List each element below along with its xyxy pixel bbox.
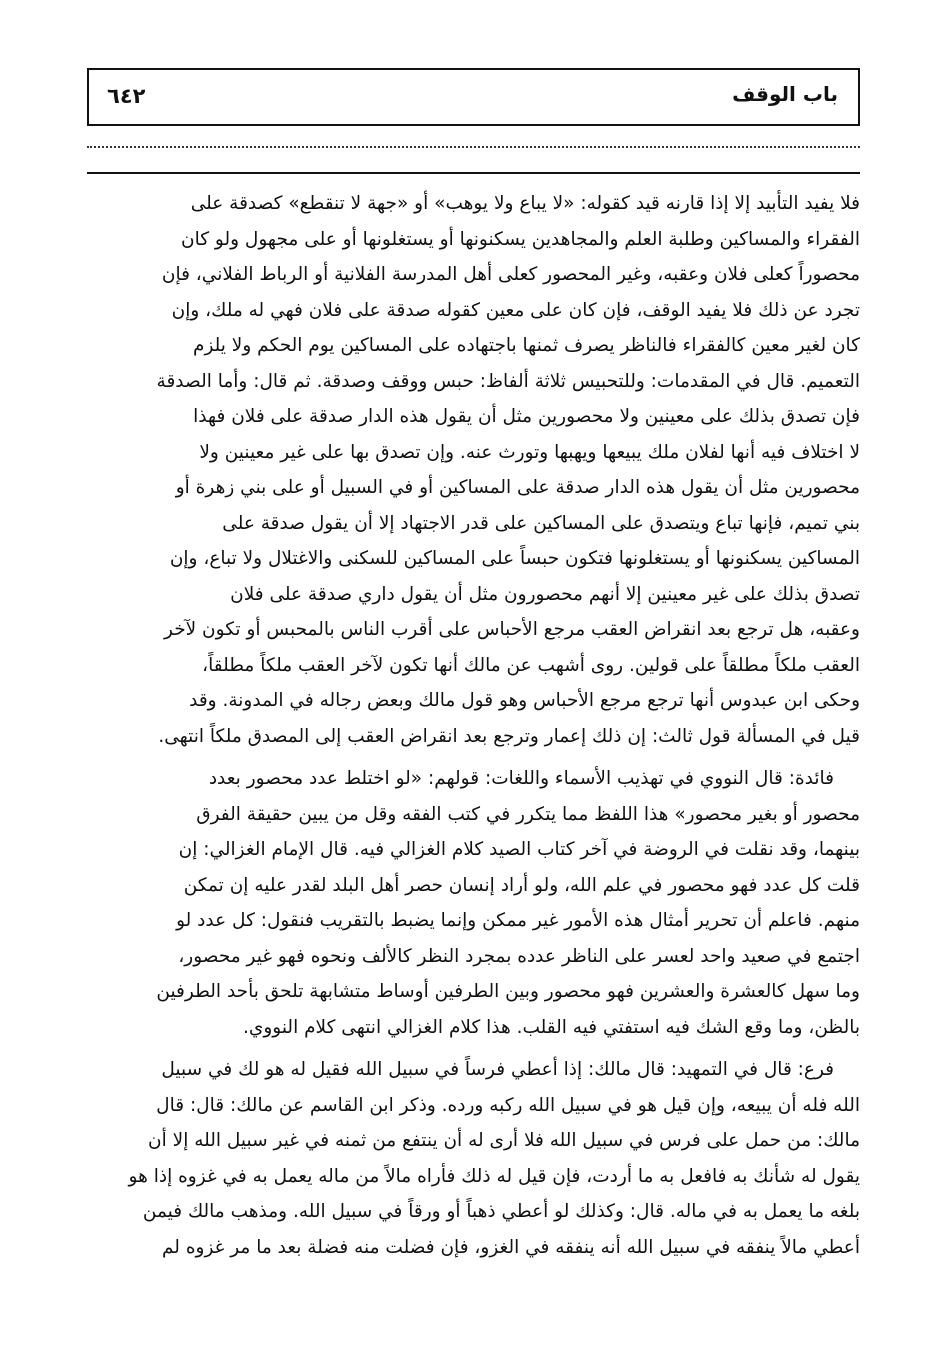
text-line: قيل في المسألة قول ثالث: إن ذلك إعمار وترجع بعد انقراض العقب إلى المصدق ملكاً انتهى. — [158, 725, 860, 747]
text-line: العقب ملكاً مطلقاً على قولين. روى أشهب عن مالك أنها تكون لآخر العقب ملكاً مطلقاً، — [202, 654, 860, 676]
page-number: ٦٤٢ — [107, 84, 146, 108]
text-line: قلت كل عدد فهو محصور في علم الله، ولو أراد إنسان حصر أهل البلد لقدر عليه إن تمكن — [183, 874, 860, 896]
text-line: بني تميم، فإنها تباع ويتصدق على المساكين على قدر الاجتهاد إلا أن يقول صدقة على — [222, 512, 860, 534]
text-line: فائدة: قال النووي في تهذيب الأسماء واللغات: قولهم: «لو اختلط عدد محصور بعدد — [208, 768, 834, 789]
text-line: بينهما، وقد نقلت في الروضة في آخر كتاب الصيد كلام الغزالي فيه. قال الإمام الغزالي: إن — [178, 839, 860, 860]
paragraph — [87, 1052, 860, 1265]
text-line: محصورين مثل أن يقول هذه الدار صدقة على المساكين أو في السبيل أو على بني زهرة أو — [175, 477, 860, 498]
paragraph — [87, 761, 860, 1045]
text-line: محصوراً كعلى فلان وعقبه، وغير المحصور كعلى أهل المدرسة الفلانية أو الرباط الفلاني، فإن — [161, 264, 860, 285]
text-line: الله فله أن يبيعه، وإن قيل هو في سبيل الله ركبه ورده. وذكر ابن القاسم عن مالك: قال: قال — [156, 1094, 860, 1116]
text-line: منهم. فاعلم أن تحرير أمثال هذه الأمور غير ممكن وإنما يضبط بالتقريب فنقول: كل عدد لو — [176, 910, 860, 931]
text-line: اجتمع في صعيد واحد لعسر على الناظر عدده بمجرد النظر كالألف ونحوه فهو غير محصور، — [178, 945, 860, 967]
text-line: بالظن، وما وقع الشك فيه استفتي فيه القلب. هذا كلام الغزالي انتهى كلام النووي. — [243, 1016, 860, 1038]
header-rule — [87, 172, 860, 174]
text-line: فرع: قال في التمهيد: قال مالك: إذا أعطي فرساً في سبيل الله فقيل له هو لك في سبيل — [161, 1059, 834, 1080]
paragraph — [87, 186, 860, 754]
text-line: المساكين يسكنونها أو يستغلونها فتكون حبساً على المساكين للسكنى والاغتلال ولا تباع، وإن — [169, 548, 860, 569]
text-line: الفقراء والمساكين وطلبة العلم والمجاهدين يسكنونها أو يستغلونها أو على مجهول ولو كان — [181, 228, 860, 250]
text-line: فلا يفيد التأبيد إلا إذا قارنه قيد كقوله: «لا يباع ولا يوهب» أو «جهة لا تنقطع» كصدقة على — [190, 193, 860, 214]
text-line: أعطي مالاً ينفقه في سبيل الله أنه ينفقه في الغزو، فإن فضلت منه فضلة بعد ما مر غزوه لم — [162, 1236, 860, 1258]
text-line: كان لغير معين كالفقراء فالناظر يصرف ثمنها باجتهاده على المساكين يوم الحكم ولا يلزم — [192, 335, 860, 356]
text-line: يقول له شأنك به فافعل به ما أردت، فإن قيل له ذلك فأراه مالاً من ماله يعمل به في غزوه إذا هو — [128, 1165, 860, 1187]
text-line: فإن تصدق بذلك على معينين ولا محصورين مثل أن يقول هذه الدار صدقة على فلان فهذا — [193, 406, 860, 427]
dotted-divider — [87, 146, 860, 148]
text-line: لا اختلاف فيه أنها لفلان ملك يبيعها ويهبها وتورث عنه. وإن تصدق بها على غير معينين ولا — [199, 441, 860, 463]
text-line: تصدق بذلك على غير معينين إلا أنهم محصورون مثل أن يقول داري صدقة على فلان — [230, 583, 860, 605]
running-header — [87, 68, 860, 126]
text-line: وحكى ابن عبدوس أنها ترجع مرجع الأحباس وهو قول مالك وبعض رجاله في المدونة. وقد — [189, 690, 860, 711]
chapter-title: باب الوقف — [732, 82, 838, 106]
text-line: مالك: من حمل على فرس في سبيل الله فلا أرى له أن ينتفع من ثمنه في غير سبيل الله إلا أن — [148, 1130, 860, 1151]
text-line: محصور أو بغير محصور» هذا اللفظ مما يتكرر في كتب الفقه وقل من يبين حقيقة الفرق — [196, 803, 860, 825]
text-line: بلغه ما يعمل به في ماله. قال: وكذلك لو أعطي ذهباً أو ورقاً في سبيل الله. ومذهب مالك فيمن — [142, 1201, 860, 1222]
text-line: وما سهل كالعشرة والعشرين فهو محصور وبين الطرفين أوساط متشابهة تلحق بأحد الطرفين — [156, 981, 860, 1002]
text-line: وعقبه، هل ترجع بعد انقراض العقب مرجع الأحباس على أقرب الناس بالمحبس أو تكون لآخر — [163, 619, 860, 640]
text-line: تجرد عن ذلك فلا يفيد الوقف، فإن كان على معين كقوله صدقة على فلان فهي له ملك، وإن — [171, 299, 860, 321]
page-body — [87, 186, 860, 1265]
text-line: التعميم. قال في المقدمات: وللتحبيس ثلاثة ألفاظ: حبس ووقف وصدقة. ثم قال: وأما الصدقة — [156, 370, 860, 392]
